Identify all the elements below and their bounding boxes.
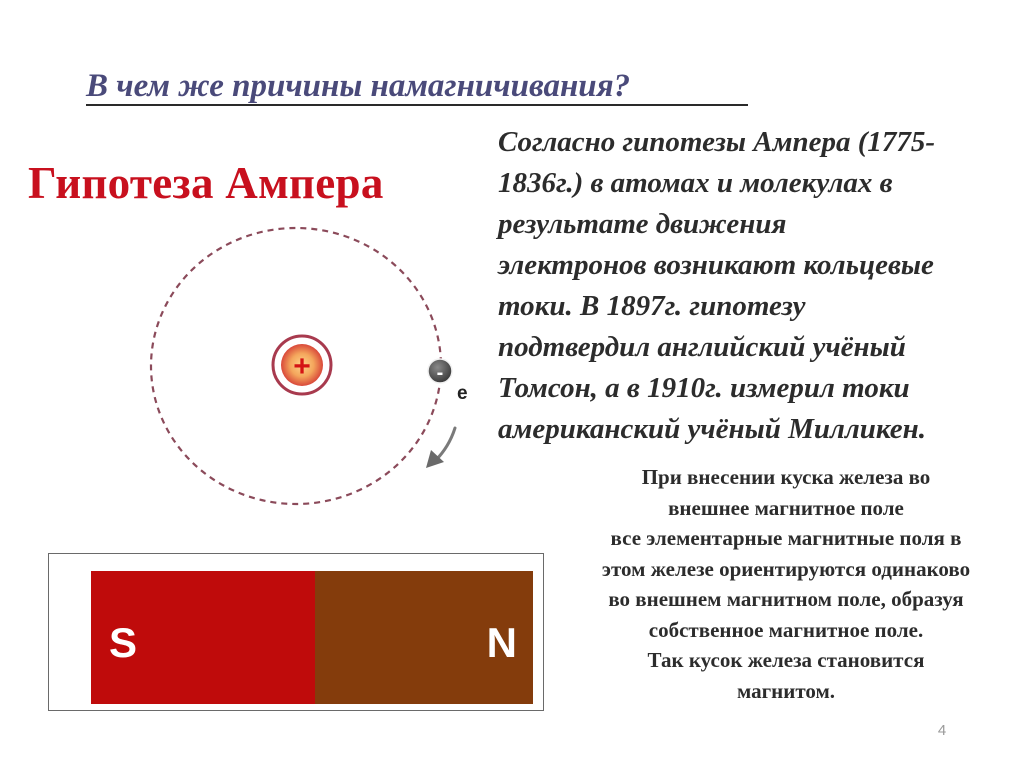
history-line: Томсон, а в 1910г. измерил токи: [498, 372, 910, 404]
history-line: американский учёный Милликен.: [498, 413, 926, 445]
slide-question-heading: В чем же причины намагничивания?: [86, 68, 631, 104]
magnet-north-pole: [315, 571, 533, 704]
history-line: 1836г.) в атомах и молекулах в: [498, 167, 893, 199]
explanation-line: внешнее магнитное поле: [668, 495, 904, 520]
section-title: Гипотеза Ампера: [28, 158, 384, 208]
nucleus-plus-sign: +: [293, 350, 311, 383]
history-line: подтвердил английский учёный: [498, 331, 906, 363]
magnetization-explanation: [548, 462, 1024, 706]
history-line: электронов возникают кольцевые: [498, 249, 934, 281]
explanation-line: Так кусок железа становится: [647, 648, 925, 672]
explanation-line: все элементарные магнитные поля в: [610, 526, 962, 550]
orbit-direction-arrow-icon: [435, 428, 455, 461]
history-line: токи. В 1897г. гипотезу: [498, 290, 806, 322]
history-line: результате движения: [498, 208, 787, 240]
slide-number: 4: [937, 722, 947, 739]
explanation-line: магнитом.: [736, 678, 836, 703]
magnet-south-pole: [91, 571, 317, 704]
electron-minus-sign: -: [436, 362, 444, 384]
ampere-hypothesis-text: [498, 122, 1010, 450]
explanation-line: этом железе ориентируются одинаково: [601, 556, 971, 581]
explanation-line: При внесении куска железа во: [641, 465, 931, 489]
history-line: Согласно гипотезы Ампера (1775-: [498, 126, 936, 158]
north-pole-label: N: [486, 619, 517, 666]
electron-label: e: [457, 383, 468, 404]
explanation-line: во внешнем магнитном поле, образуя: [608, 587, 964, 611]
atom-diagram: [0, 0, 520, 520]
explanation-line: собственное магнитное поле.: [648, 617, 924, 642]
south-pole-label: S: [109, 619, 138, 666]
